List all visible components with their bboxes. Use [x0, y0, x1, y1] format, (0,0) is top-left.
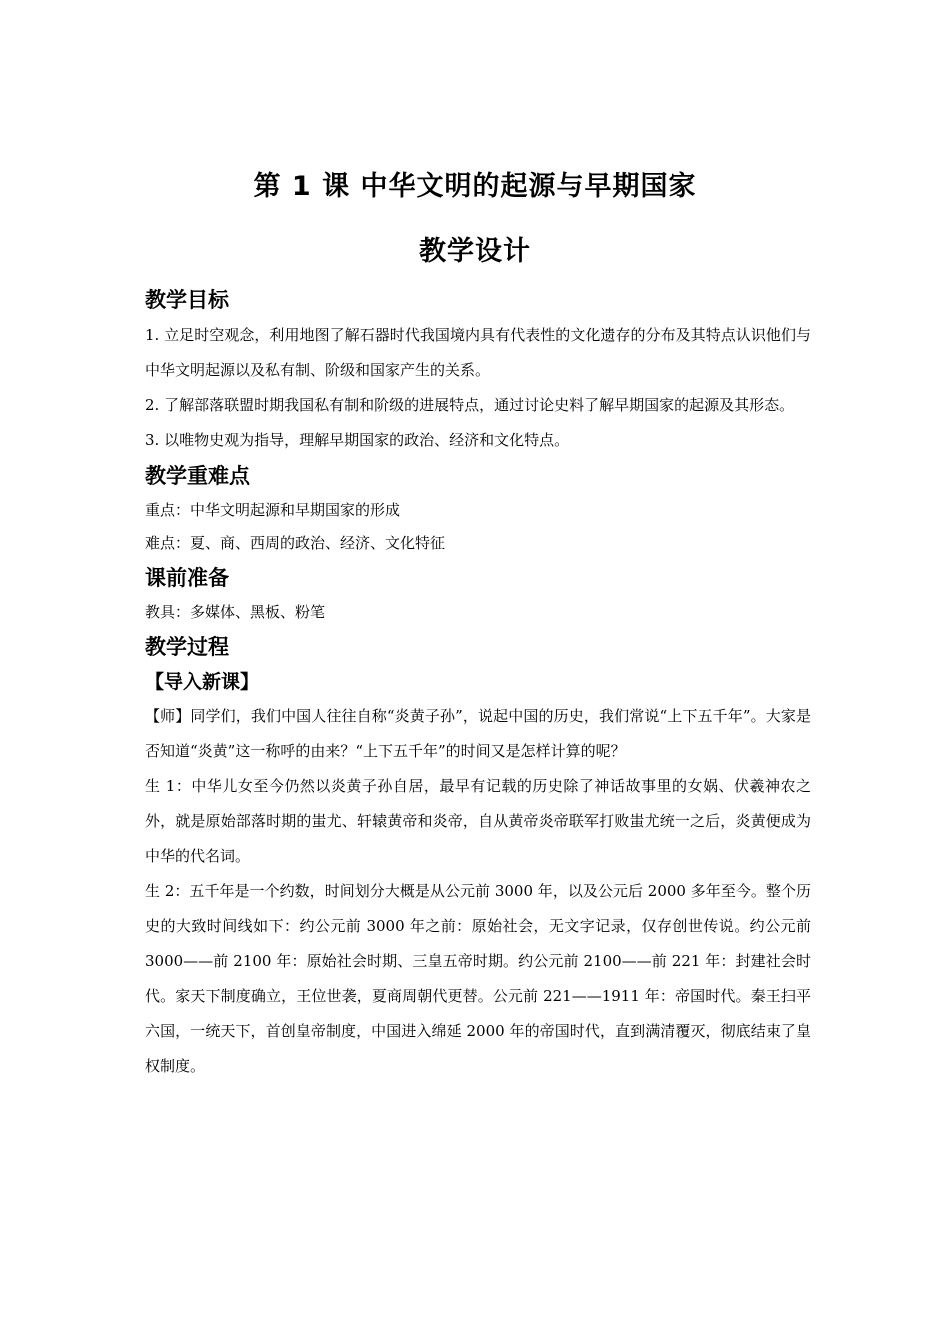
section-heading-key-points: 教学重难点	[145, 464, 250, 488]
student1-dialogue: 生 1：中华儿女至今仍然以炎黄子孙自居，最早有记载的历史除了神话故事里的女娲、伏羲神农之外，就是原始部落时期的蚩尤、轩辕黄帝和炎帝，自从黄帝炎帝联军打败蚩尤统一之后，炎黄便成为中华的代名词。	[145, 777, 811, 865]
key-point-difficult: 难点：夏、商、西周的政治、经济、文化特征	[145, 534, 446, 552]
goal-item-2: 2. 了解部落联盟时期我国私有制和阶级的进展特点，通过讨论史料了解早期国家的起源及其形态。	[145, 396, 795, 414]
document-title: 第 1 课 中华文明的起源与早期国家	[253, 171, 697, 202]
document-subtitle: 教学设计	[419, 236, 531, 267]
goal-item-3: 3. 以唯物史观为指导，理解早期国家的政治、经济和文化特点。	[145, 431, 570, 449]
student2-dialogue: 生 2：五千年是一个约数，时间划分大概是从公元前 3000 年，以及公元后 2000 多年至今。整个历史的大致时间线如下：约公元前 3000 年之前：原始社会，无文字记录，仅存创世传说。约公元前 3000——前 2100 年：原始社会时期、三皇五帝时期。约公元前 2100——前 221 年：封建社会时代。家天下制度确立，王位世袭，夏商周朝代更替。公元前 221——1911 年：帝国时代。秦王扫平六国，一统天下，首创皇帝制度，中国进入绵延 2000 年的帝国时代，直到满清覆灭，彻底结束了皇权制度。	[145, 882, 811, 1075]
key-point-important: 重点：中华文明起源和早期国家的形成	[145, 501, 401, 519]
subsection-heading-intro: 【导入新课】	[145, 671, 260, 693]
preparation-tools: 教具：多媒体、黑板、粉笔	[145, 603, 326, 621]
document-body	[145, 282, 811, 1084]
section-heading-preparation: 课前准备	[145, 566, 229, 590]
section-heading-goals: 教学目标	[145, 288, 229, 312]
teacher-dialogue: 【师】同学们，我们中国人往往自称“炎黄子孙”，说起中国的历史，我们常说“上下五千年”。大家是否知道“炎黄”这一称呼的由来？“上下五千年”的时间又是怎样计算的呢？	[145, 707, 811, 760]
section-heading-process: 教学过程	[145, 635, 229, 659]
goal-item-1: 1. 立足时空观念，利用地图了解石器时代我国境内具有代表性的文化遗存的分布及其特点认识他们与中华文明起源以及私有制、阶级和国家产生的关系。	[145, 326, 811, 379]
